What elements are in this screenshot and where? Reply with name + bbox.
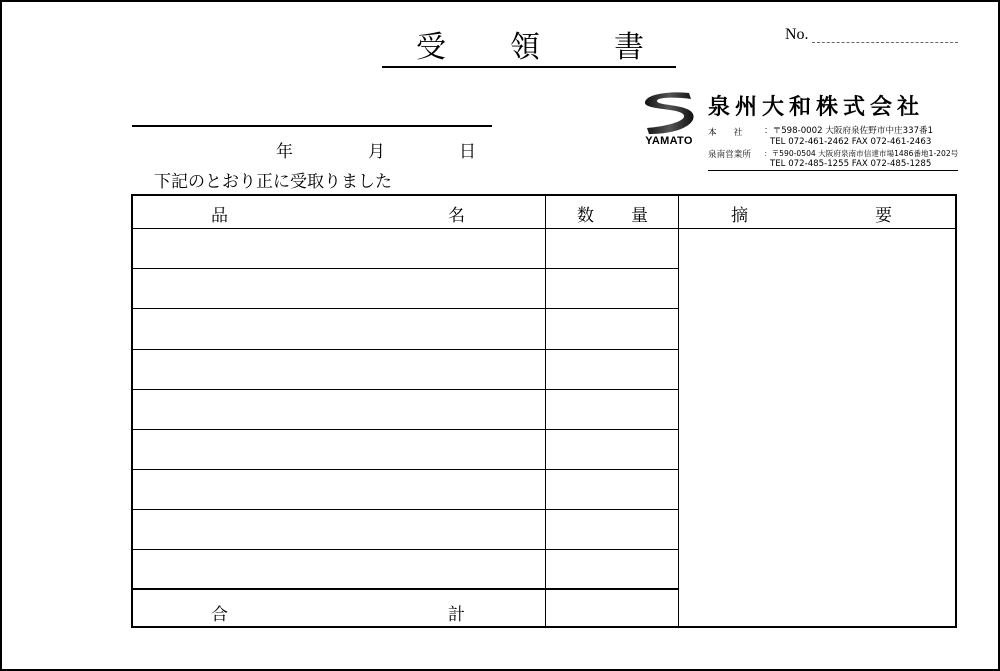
header-qty-2: 量: [631, 206, 648, 226]
header-item-1: 品: [211, 206, 228, 226]
item-name-cell[interactable]: [133, 430, 545, 469]
item-qty-cell[interactable]: [546, 390, 678, 429]
branch-office-label: 泉南営業所: [708, 150, 751, 160]
item-qty-cell[interactable]: [546, 430, 678, 469]
item-qty-cell[interactable]: [546, 309, 678, 349]
item-name-cell[interactable]: [133, 229, 545, 268]
remarks-cell[interactable]: [679, 229, 955, 626]
item-qty-cell[interactable]: [546, 550, 678, 588]
header-item-2: 名: [448, 206, 465, 226]
item-qty-cell[interactable]: [546, 470, 678, 509]
item-qty-cell[interactable]: [546, 229, 678, 268]
item-name-cell[interactable]: [133, 510, 545, 549]
total-label-2: 計: [448, 605, 465, 625]
total-qty-cell[interactable]: [546, 590, 678, 626]
header-remarks-1: 摘: [731, 206, 748, 226]
head-office-address: ：〒598-0002 大阪府泉佐野市中庄337番1: [764, 126, 934, 136]
document-title: [382, 30, 676, 68]
item-name-cell[interactable]: [133, 269, 545, 308]
head-office-label: 本 社: [708, 128, 743, 138]
date-month-label: 月: [368, 142, 385, 162]
title-char-2: 領: [510, 30, 540, 65]
company-name: 泉州大和株式会社: [708, 95, 925, 120]
item-name-cell[interactable]: [133, 390, 545, 429]
number-field[interactable]: [812, 42, 958, 43]
item-name-cell[interactable]: [133, 309, 545, 349]
company-divider: [708, 170, 958, 171]
item-qty-cell[interactable]: [546, 510, 678, 549]
items-table: [131, 194, 957, 628]
company-logo-text: YAMATO: [645, 135, 693, 147]
item-qty-cell[interactable]: [546, 350, 678, 389]
total-label-1: 合: [211, 605, 228, 625]
receipt-statement: 下記のとおり正に受取りました: [154, 172, 392, 192]
title-char-3: 書: [614, 30, 644, 65]
header-remarks-2: 要: [875, 206, 892, 226]
item-name-cell[interactable]: [133, 550, 545, 588]
header-qty-1: 数: [577, 206, 594, 226]
number-label: No.: [785, 26, 809, 43]
branch-office-phone: TEL 072-485-1255 FAX 072-485-1285: [770, 159, 932, 169]
item-qty-cell[interactable]: [546, 269, 678, 308]
item-name-cell[interactable]: [133, 350, 545, 389]
date-day-label: 日: [459, 142, 476, 162]
recipient-name-field[interactable]: [132, 125, 492, 127]
branch-office-address: ：〒590-0504 大阪府泉南市信達市場1486番地1-202号: [764, 149, 959, 158]
title-char-1: 受: [416, 30, 446, 65]
date-year-label: 年: [276, 142, 293, 162]
item-name-cell[interactable]: [133, 470, 545, 509]
head-office-phone: TEL 072-461-2462 FAX 072-461-2463: [770, 137, 932, 147]
